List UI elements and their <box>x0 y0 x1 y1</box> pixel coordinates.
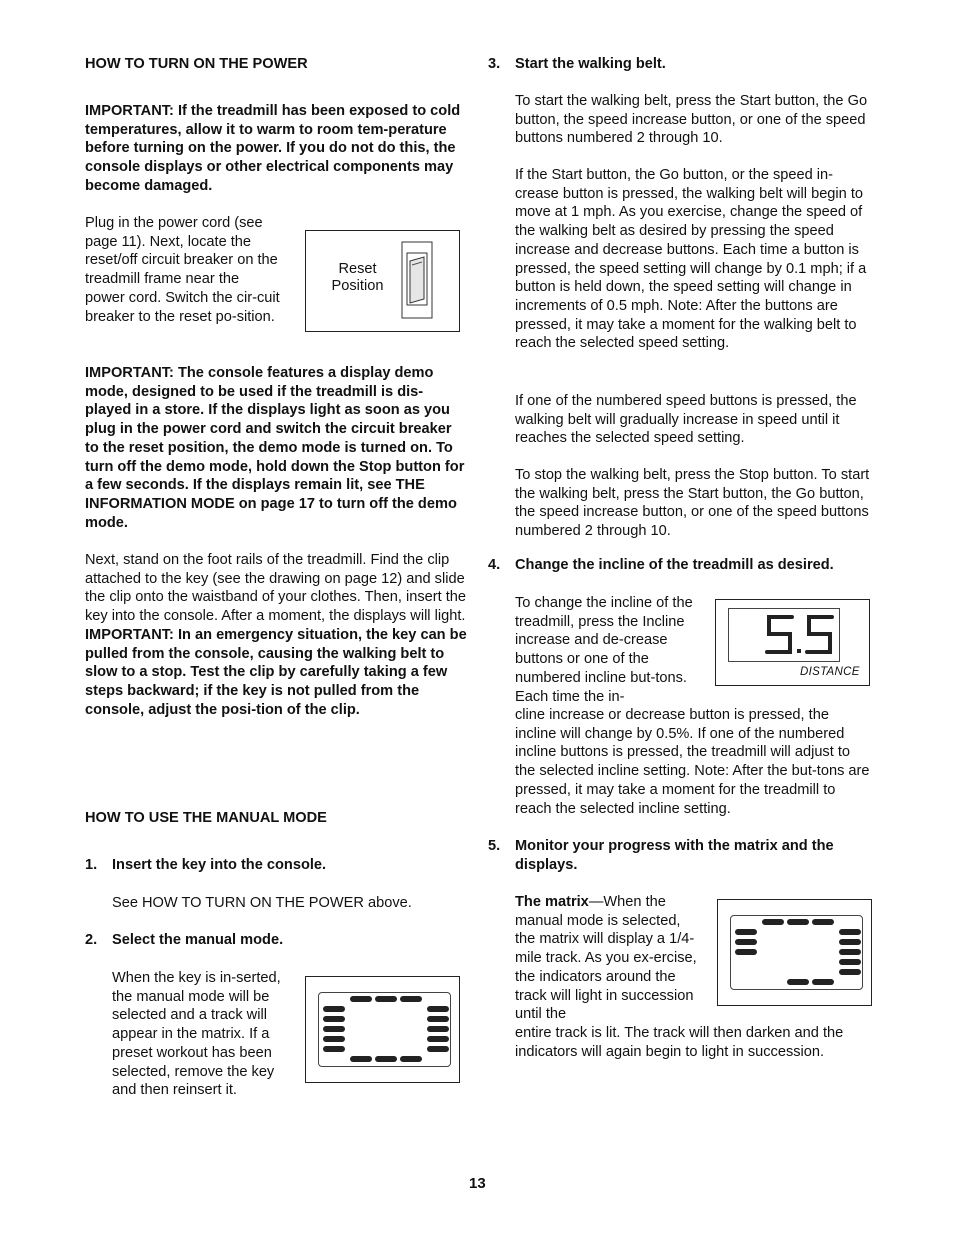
important-demo-mode: IMPORTANT: The console features a display demo mode, designed to be used if the treadmill is dis-played in a store. If the displays light as soon as you plug in the power cord and switch the circuit breaker to the reset position, the demo mode is turned on. To turn off the demo mode, hold down the Stop button for a few seconds. If the displays remain lit, see THE INFORMATION MODE on page 17 to turn off the demo mode. <box>85 365 465 531</box>
matrix-segment <box>839 959 861 965</box>
circuit-breaker-icon <box>401 241 441 321</box>
matrix-segment <box>839 949 861 955</box>
matrix-segment <box>839 939 861 945</box>
matrix-segment <box>323 1046 345 1052</box>
foot-rails-text: Next, stand on the foot rails of the treadmill. Find the clip attached to the key (see the drawing on page 12) and slide the clip onto the waistband of your clothes. Then, insert the key into the console. After a moment, the displays will light. <box>85 552 467 625</box>
reset-position-figure <box>305 230 460 332</box>
step5-title: Monitor your progress with the matrix and the displays. <box>515 838 834 873</box>
matrix-track-figure-left <box>305 976 460 1083</box>
plug-in-paragraph: Plug in the power cord (see page 11). Next, locate the reset/off circuit breaker on the treadmill frame near the power cord. Switch the cir-cuit breaker to the reset po-sition. <box>85 215 280 325</box>
matrix-segment <box>375 1056 397 1062</box>
readout-value <box>716 600 717 601</box>
matrix-segment <box>427 1036 449 1042</box>
matrix-lead: The matrix <box>515 894 589 910</box>
matrix-segment <box>427 1046 449 1052</box>
step1-title: Insert the key into the console. <box>112 857 327 873</box>
matrix-track-figure-right <box>717 899 872 1006</box>
matrix-segment <box>839 969 861 975</box>
step4-text-wrap: To change the incline of the treadmill, press the Incline increase and de-crease buttons or one of the numbered incline but-tons. Each time the in- <box>515 595 693 705</box>
matrix-segment <box>735 939 757 945</box>
matrix-text-a: —When the manual mode is selected, the matrix will display a 1/4-mile track. As you ex-ercise, the indicators around the track will light in succession until the <box>515 894 697 1023</box>
step5-number: 5. <box>488 838 501 854</box>
step2-text: When the key is in-serted, the manual mode will be selected and a track will appear in the matrix. If a preset workout has been selected, remove the key and then reinsert it. <box>112 970 281 1099</box>
seven-segment-readout <box>764 614 836 656</box>
matrix-segment <box>427 1016 449 1022</box>
matrix-segment <box>735 949 757 955</box>
matrix-segment <box>400 996 422 1002</box>
distance-display-figure <box>715 599 870 686</box>
step3-paragraph-4: To stop the walking belt, press the Stop button. To start the walking belt, press the Start button, the Go button, the speed increase button, or one of the speed buttons numbered 2 through 10. <box>515 467 870 540</box>
matrix-paragraph-wrap <box>515 893 700 1024</box>
step3-title: Start the walking belt. <box>515 56 666 72</box>
matrix-paragraph-full: entire track is lit. The track will then darken and the indicators will again begin to light in succession. <box>515 1025 844 1060</box>
foot-rails-paragraph <box>85 551 467 719</box>
step3-paragraph-3: If one of the numbered speed buttons is pressed, the walking belt will gradually increase in speed until it reaches the selected speed setting. <box>515 393 857 447</box>
page-number: 13 <box>469 1175 486 1192</box>
step3-paragraph-2: If the Start button, the Go button, or the speed in-crease button is pressed, the walking belt will begin to move at 1 mph. As you exercise, change the speed of the walking belt as desired by pressing the speed increase and decrease buttons. Each time a button is pressed, the speed setting will change by 0.1 mph; if a button is held down, the speed setting will change in increments of 0.5 mph. Note: After the buttons are pressed, it may take a moment for the walking belt to reach the selected speed setting. <box>515 167 867 352</box>
step3-paragraph-1: To start the walking belt, press the Start button, the Go button, the speed increase button, or one of the speed buttons numbered 2 through 10. <box>515 93 868 147</box>
matrix-segment <box>323 1016 345 1022</box>
step2-number: 2. <box>85 932 98 948</box>
matrix-segment <box>762 919 784 925</box>
step3-number: 3. <box>488 56 501 72</box>
matrix-segment <box>427 1026 449 1032</box>
power-heading: HOW TO TURN ON THE POWER <box>85 56 308 72</box>
matrix-segment <box>787 979 809 985</box>
step4-title: Change the incline of the treadmill as desired. <box>515 557 834 573</box>
matrix-segment <box>839 929 861 935</box>
matrix-segment <box>787 919 809 925</box>
emergency-important: IMPORTANT: In an emergency situation, the key can be pulled from the console, causing the walking belt to slow to a stop. Test the clip by carefully taking a few steps backward; if the key is not pulled from the console, adjust the posi-tion of the clip. <box>85 626 467 718</box>
step4-text-full: cline increase or decrease button is pressed, the incline will change by 0.5%. If one of the numbered incline buttons is pressed, the treadmill will adjust to the selected incline setting. Note: After the but-tons are pressed, it may take a moment for the treadmill to reach the selected incline setting. <box>515 707 870 817</box>
matrix-segment <box>735 929 757 935</box>
matrix-segment <box>323 1026 345 1032</box>
step1-text: See HOW TO TURN ON THE POWER above. <box>112 895 412 911</box>
reset-label-line2: Position <box>331 278 384 294</box>
matrix-segment <box>323 1036 345 1042</box>
matrix-segment <box>323 1006 345 1012</box>
matrix-segment <box>375 996 397 1002</box>
reset-label-line1: Reset <box>338 261 377 277</box>
matrix-segment <box>427 1006 449 1012</box>
important-cold-warning: IMPORTANT: If the treadmill has been exposed to cold temperatures, allow it to warm to room tem-perature before turning on the power. If you do not do this, the console displays or other electrical components may become damaged. <box>85 103 461 194</box>
matrix-segment <box>812 979 834 985</box>
manual-mode-heading: HOW TO USE THE MANUAL MODE <box>85 810 327 826</box>
step1-number: 1. <box>85 857 98 873</box>
matrix-segment <box>350 996 372 1002</box>
step4-number: 4. <box>488 557 501 573</box>
matrix-segment <box>350 1056 372 1062</box>
matrix-segment <box>400 1056 422 1062</box>
reset-label <box>320 261 395 295</box>
matrix-segment <box>812 919 834 925</box>
step2-title: Select the manual mode. <box>112 932 284 948</box>
distance-label: DISTANCE <box>800 666 860 678</box>
